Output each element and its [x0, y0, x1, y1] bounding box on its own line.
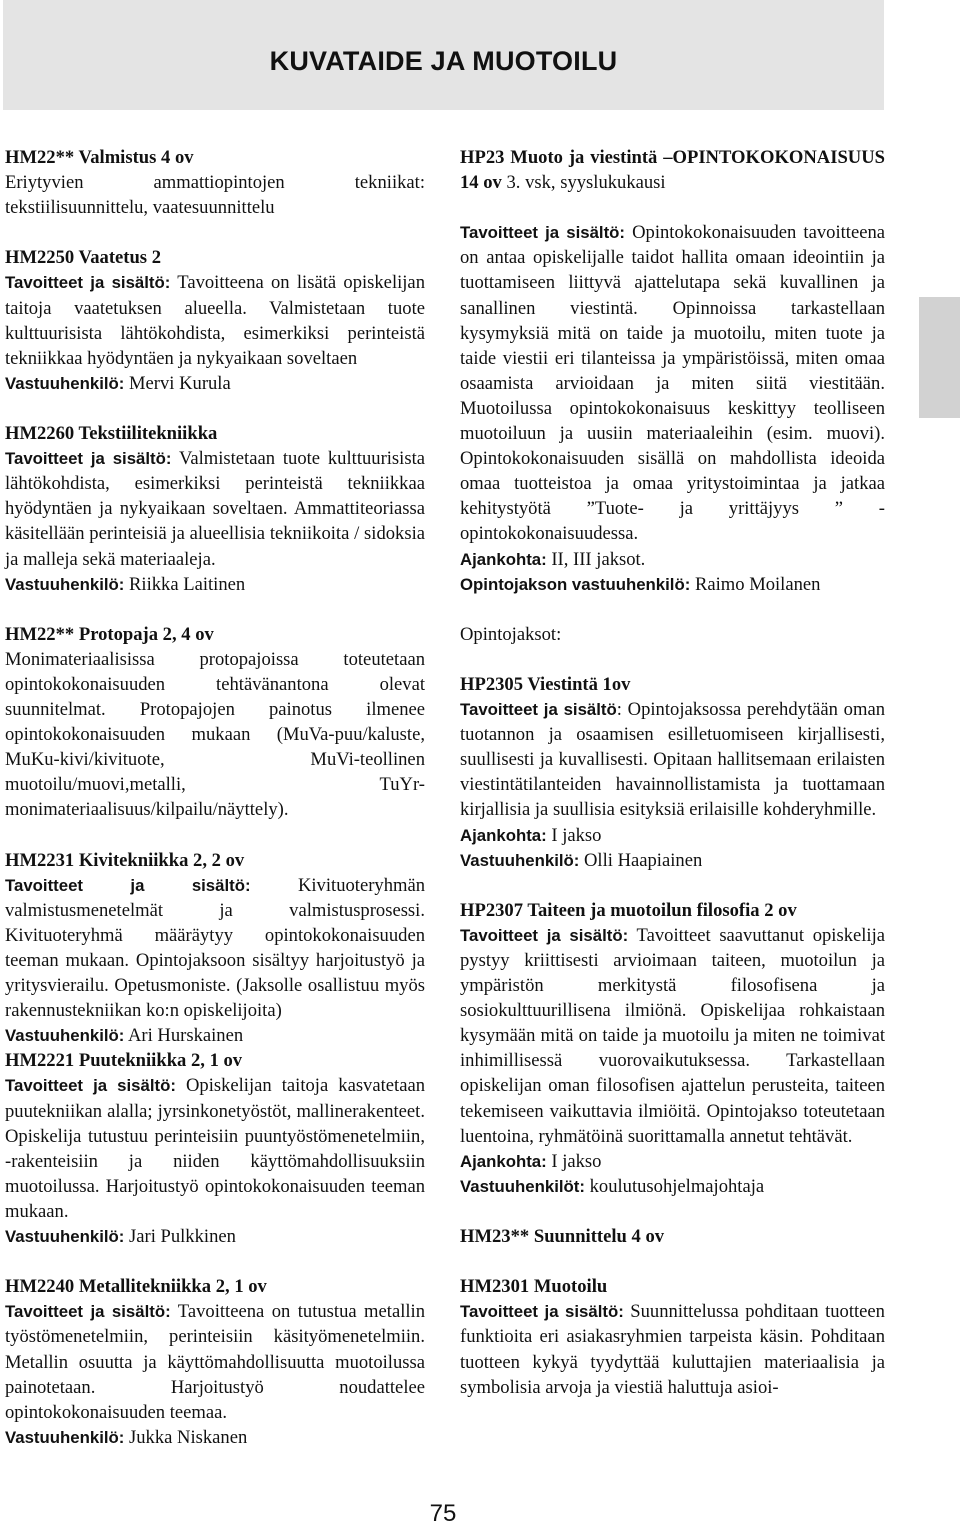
responsible-name: koulutusohjelmajohtaja — [584, 1175, 765, 1197]
time-text: I jakso — [546, 824, 602, 846]
course-heading: HP2305 Viestintä 1ov — [460, 673, 631, 695]
course-goals — [5, 1073, 425, 1224]
section-tab-marker — [919, 297, 960, 418]
responsible-label: Vastuuhenkilö: — [5, 574, 125, 594]
course-goals — [460, 1299, 885, 1399]
course-heading: HM2250 Vaatetus 2 — [5, 247, 161, 269]
responsible-name: Olli Haapiainen — [579, 849, 703, 871]
module-time — [460, 547, 885, 572]
goals-label: Tavoitteet ja sisältö — [460, 700, 617, 720]
module-goals — [460, 220, 885, 546]
goals-label: Tavoitteet ja sisältö: — [5, 449, 172, 469]
responsible-name: Jukka Niskanen — [124, 1426, 248, 1448]
left-column — [5, 145, 425, 1475]
header-band — [3, 0, 884, 110]
course-goals — [5, 446, 425, 571]
goals-text: Opintokokonaisuuden tavoitteena on antaa opiskelijalle taidot hallita omaan ideointiin ja tuottamiseen liittyvä ajattelutapa sekä kuvallinen ja sanallinen viestintä. Opinnoissa tarkastellaan kysymyksiä mitä on taide ja muotoilu, miten tuote ja taide viestii eri tilanteissa ja ympäristöissä, miten omaa osaamista arvioidaan ja miten siitä viestitään. Muotoilussa opintokokonaisuus keskittyy teolliseen muotoiluun ja uusiin materiaaleihin (esim. muovi). Opintokokonaisuuden sisällä on mahdollista ideoida omaa tuotteistoa ja omaa yritystoimintaa ja jatkaa kehitystyötä ”Tuote- ja yrittäjyys ” -opintokokonaisuudessa. — [460, 222, 885, 545]
course-responsible — [5, 371, 425, 396]
course-time — [460, 1149, 885, 1174]
course-hp2305 — [460, 672, 885, 873]
course-responsible — [460, 1174, 885, 1199]
course-goals — [5, 270, 425, 370]
responsible-label: Vastuuhenkilö: — [5, 373, 125, 393]
time-label: Ajankohta: — [460, 549, 547, 569]
course-responsible — [5, 1224, 425, 1249]
course-goals — [5, 873, 425, 1024]
goals-label: Tavoitteet ja sisältö: — [5, 875, 251, 895]
course-hm2221 — [5, 1048, 425, 1249]
goals-label: Tavoitteet ja sisältö: — [460, 223, 625, 243]
responsible-label: Vastuuhenkilö: — [5, 1227, 125, 1247]
goals-label: Tavoitteet ja sisältö: — [5, 1076, 176, 1096]
course-hm2231 — [5, 848, 425, 1049]
time-label: Ajankohta: — [460, 1151, 547, 1171]
responsible-name: Jari Pulkkinen — [124, 1226, 236, 1248]
time-text: II, III jaksot. — [546, 548, 646, 570]
course-goals — [460, 697, 885, 822]
goals-label: Tavoitteet ja sisältö: — [460, 1302, 624, 1322]
responsible-label: Vastuuhenkilö: — [5, 1427, 125, 1447]
responsible-name: Riikka Laitinen — [124, 573, 246, 595]
responsible-name: Ari Hurskainen — [124, 1025, 244, 1047]
course-hm2260 — [5, 421, 425, 597]
opintojaksot-label: Opintojaksot: — [460, 623, 562, 645]
responsible-label: Vastuuhenkilö: — [460, 850, 580, 870]
course-description: Monimateriaalisissa protopajoissa toteutetaan opintokokonaisuuden tehtävänantona olevat suunnitelmat. Protopajojen painotus ilmenee opintokokonaisuuden mukaan (MuVa-puu/kaluste, MuKu-kivi/kivituote, MuVi-teollinen muotoilu/muovi,metalli, TuYr-monimateriaalisuus/kilpailu/näyttely). — [5, 648, 425, 821]
course-heading: HM22** Protopaja 2, 4 ov — [5, 623, 214, 645]
goals-text: Tavoitteena on lisätä opiskelijan taitoja vaatetuksen alueella. Valmistetaan tuote kulttuurisista lähtökohdista, esimerkiksi perinteistä tekniikkaa hyödyntäen ja nykyaikaan soveltaen — [5, 272, 425, 369]
course-time — [460, 823, 885, 848]
course-responsible — [5, 1023, 425, 1048]
module-heading — [460, 145, 885, 195]
course-goals — [460, 923, 885, 1149]
goals-text: Valmistetaan tuote kulttuurisista lähtökohdista, esimerkiksi perinteistä tekniikkaa hyödyntäen ja nykyaikaan soveltaen. Ammattiteoriassa käsitellään perinteisiä ja alueellisia tekniikoita / sidoksia ja malleja sekä materiaaleja. — [5, 448, 425, 570]
course-heading: HM2221 Puutekniikka 2, 1 ov — [5, 1050, 243, 1072]
responsible-name: Mervi Kurula — [124, 372, 231, 394]
responsible-label: Opintojakson vastuuhenkilö: — [460, 574, 691, 594]
time-text: I jakso — [546, 1150, 602, 1172]
course-hm22-valmistus — [5, 145, 425, 220]
course-hm22-protopaja — [5, 622, 425, 823]
module-schedule: 3. vsk, syyslukukausi — [501, 172, 666, 194]
course-hp2307 — [460, 898, 885, 1199]
goals-label: Tavoitteet ja sisältö: — [5, 1302, 171, 1322]
page-title: KUVATAIDE JA MUOTOILU — [269, 46, 618, 76]
goals-text: Tavoitteena on tutustua metallin työstömenetelmiin, perinteisiin käsityömenetelmiin. Metallin osuutta ja käyttömahdollisuutta muotoilussa painotetaan. Harjoitustyö noudattelee opintokokonaisuuden teemaa. — [5, 1301, 425, 1423]
course-heading: HM2260 Tekstiilitekniikka — [5, 423, 218, 445]
goals-text: Kivituoteryhmän valmistusmenetelmät ja valmistusprosessi. Kivituoteryhmä määräytyy opintokokonaisuuden teeman mukaan. Opintojaksoon sisältyy harjoitustyö ja yritysvierailu. Opetusmoniste. (Jaksolle osallistuu myös rakennustekniikan ko:n opiskelijoita) — [5, 874, 425, 1022]
goals-label: Tavoitteet ja sisältö: — [460, 925, 629, 945]
course-hm2250 — [5, 245, 425, 396]
goals-text: Opiskelijan taitoja kasvatetaan puutekniikan alalla; jyrsinkonetyöstöt, mallinerakenteet. Opiskelija tutustuu perinteisiin puuntyöstömenetelmiin, -rakenteisiin ja niiden käyttömahdollisuuksiin muotoilussa. Harjoitustyö opintokokonaisuuden teeman mukaan. — [5, 1075, 425, 1222]
responsible-label: Vastuuhenkilö: — [5, 1026, 125, 1046]
course-hm2240 — [5, 1274, 425, 1450]
page-number: 75 — [429, 1500, 457, 1527]
course-hm23-suunnittelu: HM23** Suunnittelu 4 ov — [460, 1226, 665, 1248]
course-goals — [5, 1299, 425, 1424]
goals-text: Suunnittelussa pohditaan tuotteen funktioita eri asiakasryhmien tarpeista käsin. Pohditaan tuotteen kykyä tyydyttää kuluttajien materiaalisia ja symbolisia arvoja ja viestiä haluttuja asioi- — [460, 1301, 885, 1398]
module-responsible — [460, 572, 885, 597]
course-heading: HM2240 Metallitekniikka 2, 1 ov — [5, 1276, 267, 1298]
time-label: Ajankohta: — [460, 825, 547, 845]
responsible-label: Vastuuhenkilöt: — [460, 1176, 585, 1196]
responsible-name: Raimo Moilanen — [690, 573, 821, 595]
module-hp23 — [460, 145, 885, 597]
course-description: Eriytyvien ammattiopintojen tekniikat: tekstiilisuunnittelu, vaatesuunnittelu — [5, 172, 425, 219]
module-title: HP23 Muoto ja viestintä –OPINTOKOKONAISUUS 14 ov — [460, 147, 885, 194]
course-hm2301 — [460, 1274, 885, 1399]
course-heading: HP2307 Taiteen ja muotoilun filosofia 2 ov — [460, 899, 797, 921]
course-responsible — [460, 848, 885, 873]
course-heading: HM2231 Kivitekniikka 2, 2 ov — [5, 849, 245, 871]
goals-label: Tavoitteet ja sisältö: — [5, 273, 171, 293]
course-responsible — [5, 572, 425, 597]
right-column — [460, 145, 885, 1425]
goals-text: Tavoitteet saavuttanut opiskelija pystyy kriittisesti arvioimaan taiteen, muotoilun ja ympäristön merkitystä filosofisena ja sosiokulttuurillisena ilmiönä. Opiskelijaa rohkaistaan kysymään mitä on taide ja muotoilu ja miten ne toimivat inhimillisessä vuorovaikutuksessa. Tarkastellaan opiskelijan oman filosofisen ajattelun perusteita, taiteen tekemiseen vaikuttavia ilmiöitä. Opintojakso toteutetaan luentoina, ryhmätöinä suorittamalla annetut tehtävät. — [460, 924, 885, 1147]
course-heading: HM2301 Muotoilu — [460, 1276, 608, 1298]
course-heading: HM22** Valmistus 4 ov — [5, 147, 194, 168]
goals-text: : Opintojaksossa perehdytään oman tuotannon ja osaamisen esilletuomiseen kirjallisesti, suullisesti ja kuvallisesti. Opitaan hallitsemaan erilaisten viestintätilanteiden havainnollistamista ja tuottamaan kirjallisia ja suullisia esityksiä erilaisille kohderyhmille. — [460, 699, 885, 821]
course-responsible — [5, 1425, 425, 1450]
